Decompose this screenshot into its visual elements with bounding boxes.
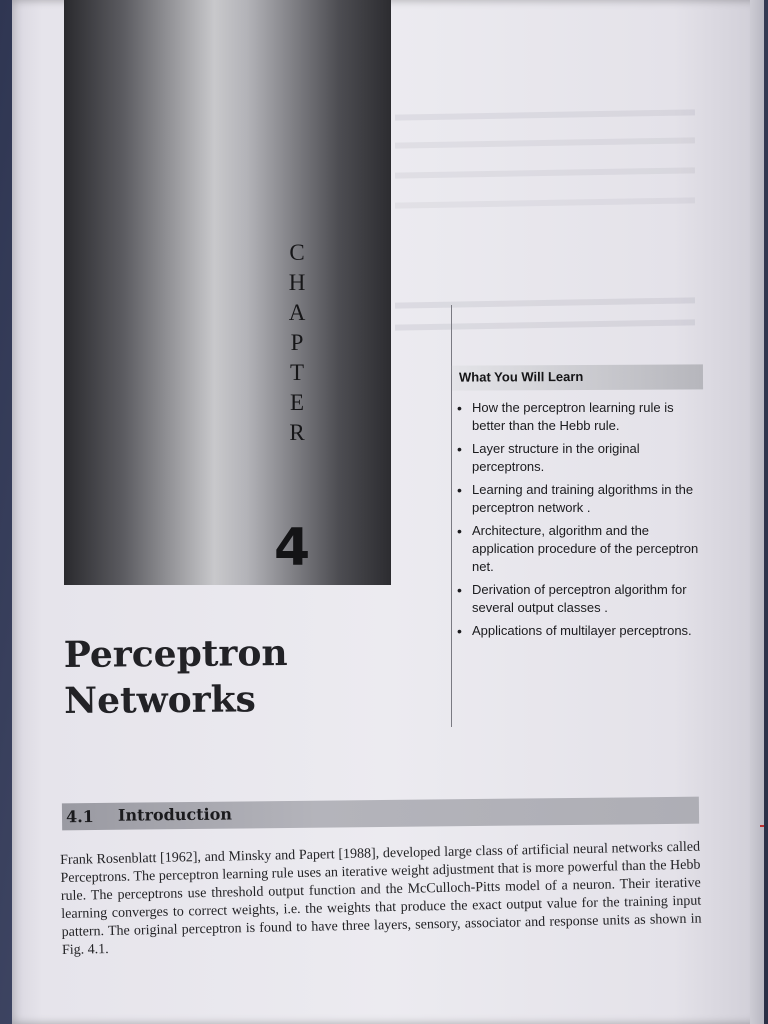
learn-box-list (456, 399, 706, 645)
learn-box-heading: What You Will Learn (458, 368, 584, 385)
page-edge (750, 0, 764, 1024)
chapter-title-line: Networks (64, 678, 257, 722)
section-title: Introduction (117, 804, 233, 825)
learn-box-item: • Learning and training algorithms in the perceptron network . (456, 481, 706, 517)
chapter-number: 4 (274, 518, 311, 578)
intro-paragraph: Frank Rosenblatt [1962], and Minsky and Papert [1988], developed large class of artificial neural networks called Perceptrons. The perceptron learning rule uses an iterative weight adjustment that is more powerful than the Hebb rule. The perceptrons use threshold output function and the McCulloch-Pitts model of a neuron. Their iterative learning converges to correct weights, i.e. the weights that produce the exact output value for the training input pattern. The original perceptron is found to have three layers, sensory, associator and response units as shown in Fig. 4.1. (60, 839, 702, 958)
chapter-letter: H (288, 270, 306, 295)
learn-box-item: • Applications of multilayer perceptrons. (456, 622, 706, 640)
chapter-title (64, 630, 289, 724)
chapter-letter: R (289, 420, 305, 445)
chapter-letter: T (289, 360, 305, 385)
chapter-opener-panel (64, 0, 391, 585)
learn-box-heading-bar (452, 364, 703, 390)
chapter-letter: E (289, 390, 305, 415)
chapter-title-line: Perceptron (63, 632, 288, 676)
learn-box-item: • Architecture, algorithm and the application procedure of the perceptron net. (456, 522, 706, 576)
section-number: 4.1 (65, 807, 94, 827)
chapter-letter: C (289, 240, 305, 265)
learn-box-item: • How the perceptron learning rule is better than the Hebb rule. (456, 399, 706, 435)
chapter-letter: A (288, 300, 306, 325)
learn-box-item: • Derivation of perceptron algorithm for several output classes . (456, 581, 706, 617)
learn-box-item: • Layer structure in the original perceptrons. (456, 440, 706, 476)
margin-mark (760, 825, 764, 827)
chapter-letter: P (290, 330, 304, 355)
chapter-word (282, 238, 312, 448)
